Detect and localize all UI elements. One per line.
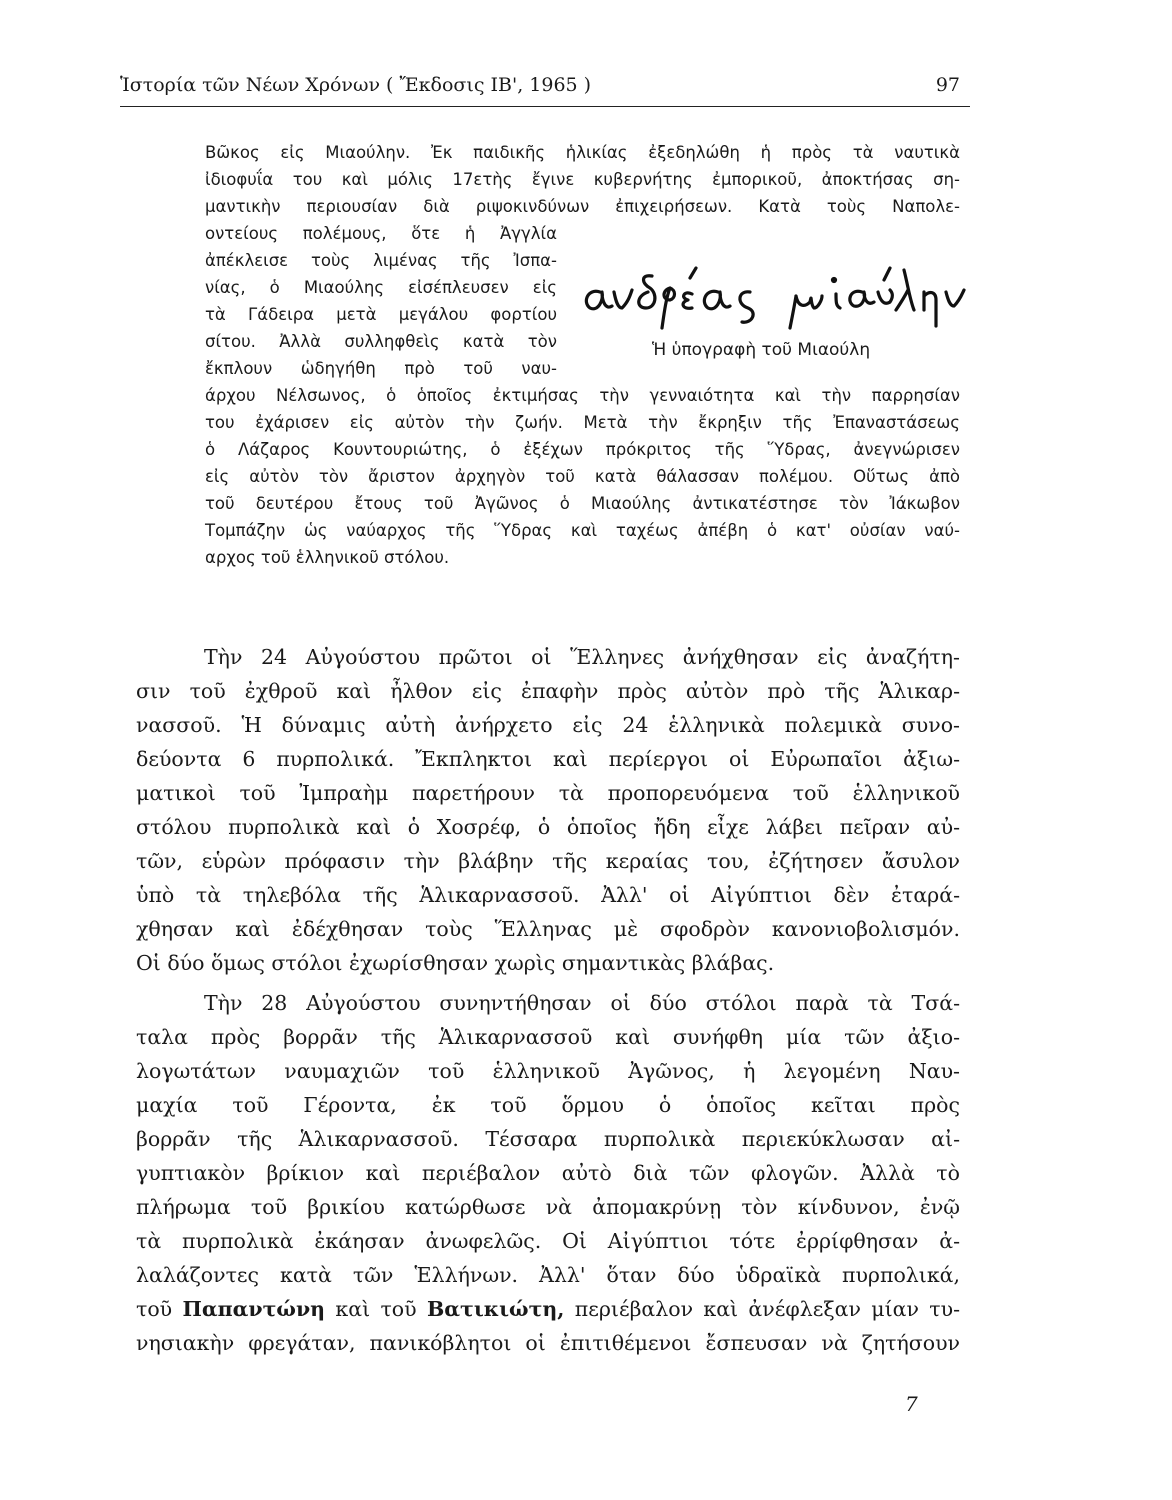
inset-line: σίτου. Ἀλλὰ συλληφθεὶς κατὰ τὸν bbox=[205, 332, 557, 351]
miaoulis-signature-image bbox=[578, 252, 968, 332]
body-line: χθησαν καὶ ἐδέχθησαν τοὺς Ἕλληνας μὲ σφοδρὸν κανονιοβολισμόν. bbox=[136, 917, 960, 941]
inset-line: άρχου Νέλσωνος, ὁ ὁποῖος ἐκτιμήσας τὴν γενναιότητα καὶ τὴν παρρησίαν bbox=[205, 386, 960, 405]
body-line: ταλα πρὸς βορρᾶν τῆς Ἁλικαρνασσοῦ καὶ συνήφθη μία τῶν ἀξιο- bbox=[136, 1025, 960, 1049]
inset-line: μαντικὴν περιουσίαν διὰ ριψοκινδύνων ἐπιχειρήσεων. Κατὰ τοὺς Ναπολε- bbox=[205, 197, 960, 216]
body-line: σιν τοῦ ἐχθροῦ καὶ ἦλθον εἰς ἐπαφὴν πρὸς αὐτὸν πρὸ τῆς Ἁλικαρ- bbox=[136, 679, 960, 703]
body-line: στόλου πυρπολικὰ καὶ ὁ Χοσρέφ, ὁ ὁποῖος ἤδη εἶχε λάβει πεῖραν αὐ- bbox=[136, 815, 960, 839]
body-line: νασσοῦ. Ἡ δύναμις αὐτὴ ἀνήρχετο εἰς 24 ἑλληνικὰ πολεμικὰ συνο- bbox=[136, 713, 960, 737]
body-fragment: καὶ τοῦ bbox=[325, 1297, 427, 1321]
inset-line: ἔκπλουν ὡδηγήθη πρὸ τοῦ ναυ- bbox=[205, 359, 557, 378]
book-title: Ἱστορία τῶν Νέων Χρόνων ( Ἔκδοσις ΙΒ', 1965 ) bbox=[120, 74, 592, 96]
running-header bbox=[120, 70, 970, 107]
signature-drawing bbox=[578, 252, 968, 332]
signature-mark: 7 bbox=[905, 1392, 918, 1416]
body-line: δεύοντα 6 πυρπολικά. Ἔκπληκτοι καὶ περίεργοι οἱ Εὐρωπαῖοι ἀξιω- bbox=[136, 747, 960, 771]
inset-line: τὰ Γάδειρα μετὰ μεγάλου φορτίου bbox=[205, 305, 557, 324]
inset-line: νίας, ὁ Μιαούλης εἰσέπλευσεν εἰς bbox=[205, 278, 557, 297]
body-line: ὑπὸ τὰ τηλεβόλα τῆς Ἁλικαρνασσοῦ. Ἀλλ' οἱ Αἰγύπτιοι δὲν ἐταρά- bbox=[136, 883, 960, 907]
body-fragment: τοῦ bbox=[136, 1297, 183, 1321]
inset-line: Τομπάζην ὡς ναύαρχος τῆς Ὕδρας καὶ ταχέως ἀπέβη ὁ κατ' οὐσίαν ναύ- bbox=[205, 521, 960, 540]
body-line: τὰ πυρπολικὰ ἐκάησαν ἀνωφελῶς. Οἱ Αἰγύπτιοι τότε ἐρρίφθησαν ἀ- bbox=[136, 1229, 960, 1253]
body-line: πλήρωμα τοῦ βρικίου κατώρθωσε νὰ ἀπομακρύνῃ τὸν κίνδυνον, ἐνῷ bbox=[136, 1195, 960, 1219]
inset-line: ἰδιοφυΐα του καὶ μόλις 17ετὴς ἔγινε κυβερνήτης ἐμπορικοῦ, ἀποκτήσας ση- bbox=[205, 170, 960, 189]
body-line: λαλάζοντες κατὰ τῶν Ἑλλήνων. Ἀλλ' ὅταν δύο ὑδραϊκὰ πυρπολικά, bbox=[136, 1263, 960, 1287]
name-papantonis: Παπαντώνη bbox=[182, 1297, 326, 1321]
body-line: βορρᾶν τῆς Ἁλικαρνασσοῦ. Τέσσαρα πυρπολικὰ περιεκύκλωσαν αἰ- bbox=[136, 1127, 960, 1151]
name-vatikiotis: Βατικιώτη, bbox=[426, 1297, 565, 1321]
body-line: τῶν, εὑρὼν πρόφασιν τὴν βλάβην τῆς κεραίας του, ἐζήτησεν ἄσυλον bbox=[136, 849, 960, 873]
body-line-bold-names bbox=[136, 1292, 960, 1326]
inset-line: ὁ Λάζαρος Κουντουριώτης, ὁ ἐξέχων πρόκριτος τῆς Ὕδρας, ἀνεγνώρισεν bbox=[205, 440, 960, 459]
inset-line: ἀπέκλεισε τοὺς λιμένας τῆς Ἰσπα- bbox=[205, 251, 557, 270]
inset-line: οντείους πολέμους, ὅτε ἡ Ἀγγλία bbox=[205, 224, 557, 243]
page-number: 97 bbox=[935, 74, 960, 96]
body-line: λογωτάτων ναυμαχιῶν τοῦ ἑλληνικοῦ Ἀγῶνος, ἡ λεγομένη Ναυ- bbox=[136, 1059, 960, 1083]
inset-line: αρχος τοῦ ἑλληνικοῦ στόλου. bbox=[205, 548, 450, 567]
signature-caption: Ἡ ὑπογραφὴ τοῦ Μιαούλη bbox=[652, 340, 871, 360]
inset-line: του ἐχάρισεν εἰς αὐτὸν τὴν ζωήν. Μετὰ τὴν ἔκρηξιν τῆς Ἐπαναστάσεως bbox=[205, 413, 960, 432]
body-line: Οἱ δύο ὅμως στόλοι ἐχωρίσθησαν χωρὶς σημαντικὰς βλάβας. bbox=[136, 951, 775, 975]
inset-line: Βῶκος εἰς Μιαούλην. Ἐκ παιδικῆς ἡλικίας ἐξεδηλώθη ἡ πρὸς τὰ ναυτικὰ bbox=[205, 143, 960, 162]
body-line: νησιακὴν φρεγάταν, πανικόβλητοι οἱ ἐπιτιθέμενοι ἔσπευσαν νὰ ζητήσουν bbox=[136, 1331, 960, 1355]
signature-text: ἀνδρέας μιαούλης bbox=[578, 252, 586, 253]
inset-line: τοῦ δευτέρου ἔτους τοῦ Ἀγῶνος ὁ Μιαούλης ἀντικατέστησε τὸν Ἰάκωβον bbox=[205, 494, 960, 513]
body-line: Τὴν 24 Αὐγούστου πρῶτοι οἱ Ἕλληνες ἀνήχθησαν εἰς ἀναζήτη- bbox=[204, 645, 960, 669]
body-line: μαχία τοῦ Γέροντα, ἐκ τοῦ ὅρμου ὁ ὁποῖος κεῖται πρὸς bbox=[136, 1093, 960, 1117]
body-line: Τὴν 28 Αὐγούστου συνηντήθησαν οἱ δύο στόλοι παρὰ τὰ Τσά- bbox=[204, 991, 960, 1015]
body-fragment: περιέβαλον καὶ ἀνέφλεξαν μίαν τυ- bbox=[564, 1297, 960, 1321]
inset-line: εἰς αὐτὸν τὸν ἄριστον ἀρχηγὸν τοῦ κατὰ θάλασσαν πολέμου. Οὕτως ἀπὸ bbox=[205, 467, 960, 486]
body-line: ματικοὶ τοῦ Ἰμπραὴμ παρετήρουν τὰ προπορευόμενα τοῦ ἑλληνικοῦ bbox=[136, 781, 960, 805]
body-line: γυπτιακὸν βρίκιον καὶ περιέβαλον αὐτὸ διὰ τῶν φλογῶν. Ἀλλὰ τὸ bbox=[136, 1161, 960, 1185]
